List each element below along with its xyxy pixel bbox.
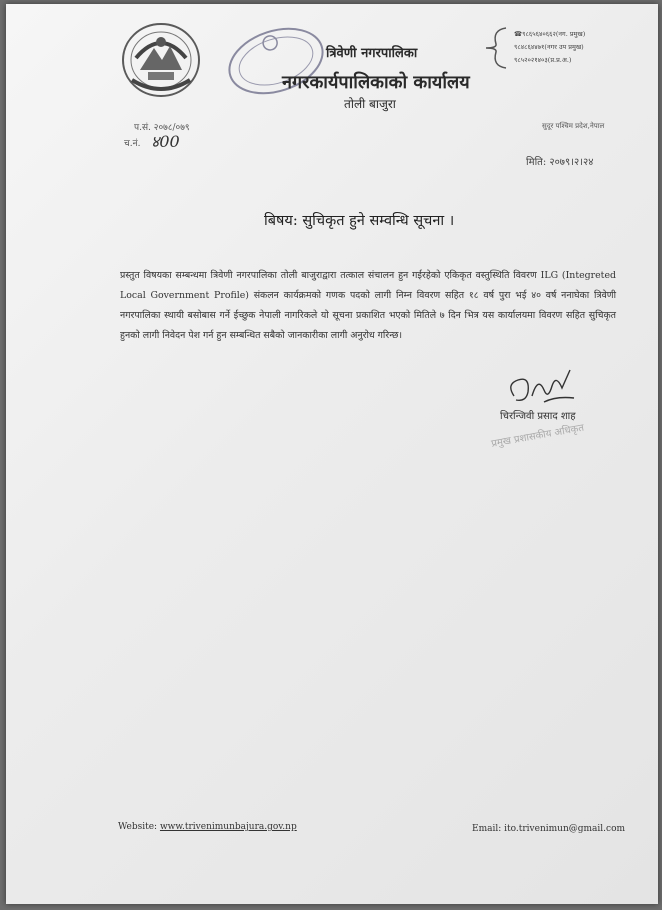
municipality-name: त्रिवेणी नगरपालिका [326,46,418,61]
website-link[interactable]: www.trivenimunbajura.gov.np [159,822,297,832]
contact-line-3: ९८५२०२१४०३(प्र.प्र.अ.) [514,56,572,64]
letter-subject: बिषय: सुचिकृत हुने सम्वन्धि सूचना । [264,213,455,229]
office-name: नगरकार्यपालिकाको कार्यालय [282,72,470,93]
letter-date: मिति: २०७९।२।२४ [526,157,594,168]
signer-name: चिरन्जिवी प्रसाद शाह [500,411,576,422]
email-label: Email: [472,824,502,834]
letter-page [6,4,658,904]
office-place: तोली बाजुरा [344,97,396,111]
contact-line-2: ९८४८६४४७१(नगर उप प्रमुख) [514,43,584,51]
letter-cn-label: च.नं. [124,139,141,149]
letter-body: प्रस्तुत विषयका सम्बन्धमा त्रिवेणी नगरपालिका तोली बाजुराद्वारा तत्काल संचालन हुन गईरहेको एकिकृत वस्तुस्थिति विवरण ILG (Integreted Local Government Profile) संकलन कार्यक्रमको गणक पदको लागी निम्न विवरण सहित १८ वर्ष पुरा भई ४० वर्ष ननाघेका त्रिवेणी नगरपालिका स्थायी बसोबास गर्ने ईच्छुक नेपाली नागरिकले यो सूचना प्रकाशित भएको मितिले ७ दिन भित्र यस कार्यालयमा विवरण सहित सुचिकृत हुनको लागी निवेदन पेश गर्न हुन सम्बन्धित सबैको जानकारीका लागी अनुरोध गरिन्छ। [120,270,616,341]
signer-title-stamp: प्रमुख प्रशासकीय अधिकृत [490,422,585,450]
footer-email [472,824,625,834]
letter-ps-number: प.सं. २०७८/०७९ [134,123,190,133]
email-address[interactable]: ito.trivenimun@gmail.com [504,824,626,834]
letter-cn-number: ४00 [151,132,180,151]
nepal-emblem-icon [118,18,204,102]
website-label: Website: [118,822,158,832]
province-address: सुदूर पश्चिम प्रदेश,नेपाल [542,122,605,130]
contact-brace-icon [482,26,510,70]
signature-icon [504,366,576,408]
contact-line-1: ☎९८६५६४०६६२(नग. प्रमुख) [514,30,586,38]
footer-website [118,822,297,832]
